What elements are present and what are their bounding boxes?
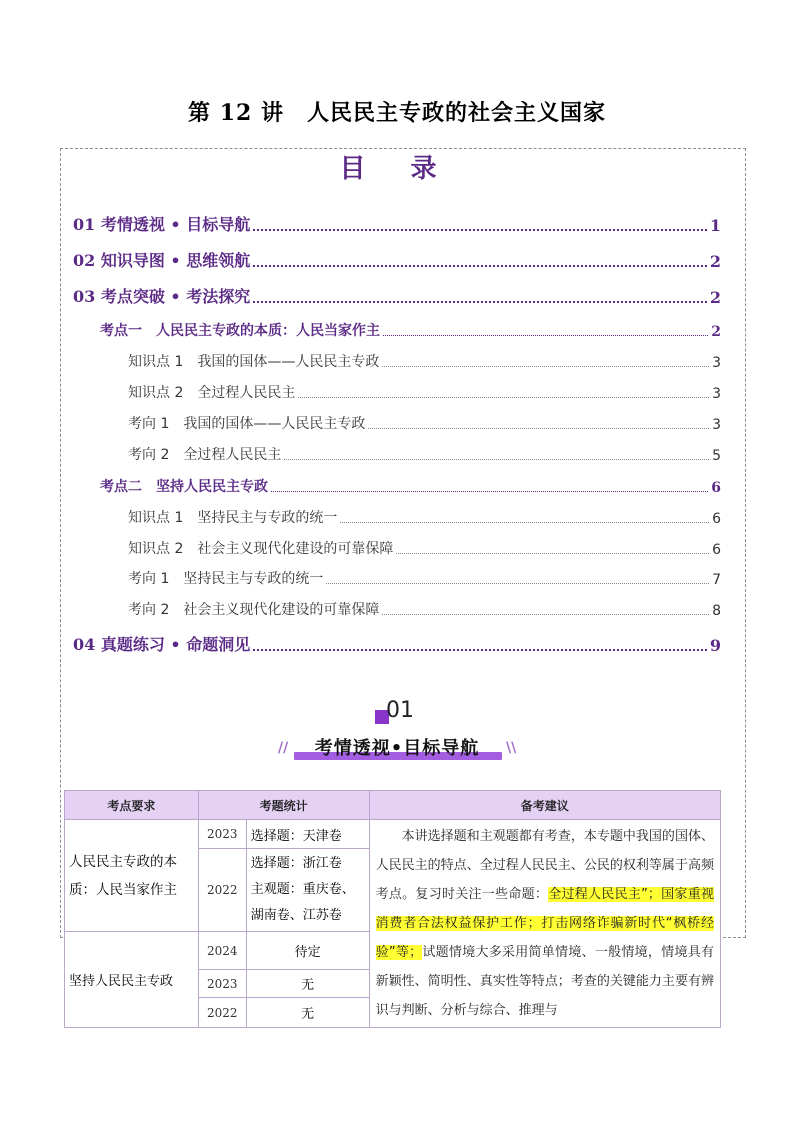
table-header-cell: 考点要求: [65, 791, 199, 820]
toc-entry-label: 知识点 1 我国的国体——人民民主专政: [128, 354, 380, 370]
toc-page-number: 3: [712, 355, 721, 371]
toc-entry[interactable]: [128, 413, 721, 433]
toc-entry[interactable]: [128, 568, 721, 588]
section-title: 考情透视•目标导航: [314, 738, 480, 759]
toc-entry-label: 考向 1 坚持民主与专政的统一: [128, 571, 324, 587]
toc-entry-label: 考向 2 社会主义现代化建设的可靠保障: [128, 602, 380, 618]
toc-leader: [326, 583, 709, 584]
toc-entry[interactable]: [128, 538, 721, 558]
year-cell: 2023: [198, 820, 246, 849]
toc-entry[interactable]: [73, 284, 721, 307]
toc-entry[interactable]: [128, 599, 721, 619]
toc-heading: 目 录: [339, 154, 455, 184]
section-number: 01: [386, 698, 414, 723]
exam-analysis-table: [64, 790, 721, 1028]
toc-page-number: 7: [712, 572, 721, 588]
toc-entry[interactable]: [73, 248, 721, 271]
toc-leader: [253, 301, 707, 303]
toc-page-number: 5: [712, 448, 721, 464]
toc-entry-label: 03 考点突破 • 考法探究: [73, 287, 251, 306]
toc-entry[interactable]: [73, 212, 721, 235]
toc-leader: [253, 649, 707, 651]
topic-cell: 坚持人民民主专政: [65, 932, 199, 1028]
toc-leader: [382, 366, 709, 367]
right-slash-decoration: \\: [506, 740, 517, 756]
advice-text: 试题情境大多采用简单情境、一般情境，情境具有新颖性、简明性、真实性等特点；考查的关键能力主要有辨识与判断、分析与综合、推理与: [375, 945, 714, 1018]
toc-leader: [396, 553, 709, 554]
stat-cell: 无: [246, 998, 369, 1028]
toc-entry[interactable]: [128, 507, 721, 527]
toc-leader: [271, 491, 708, 492]
toc-entry[interactable]: [128, 382, 721, 402]
toc-entry-label: 考向 2 全过程人民民主: [128, 447, 282, 463]
table-row: [65, 820, 721, 849]
toc-leader: [253, 265, 707, 267]
toc-page-number: 8: [712, 603, 721, 619]
year-cell: 2024: [198, 932, 246, 970]
toc-leader: [284, 459, 709, 460]
toc-entry-label: 考点二 坚持人民民主专政: [100, 479, 268, 495]
toc-page-number: 6: [712, 542, 721, 558]
year-cell: 2023: [198, 970, 246, 998]
stat-cell: 无: [246, 970, 369, 998]
toc-leader: [298, 397, 709, 398]
advice-text: 本讲选择题和主观题都有考查，本专题中我国的国体、人民民主的特点、全过程人民民主、公民的权利等属于高频考点。复习时关注一些命题：: [375, 829, 714, 902]
toc-page-number: 6: [711, 480, 721, 496]
table-header-row: [65, 791, 721, 820]
toc-page-number: 9: [709, 636, 721, 655]
toc-leader: [383, 335, 708, 336]
table-header-cell: 考题统计: [198, 791, 369, 820]
stat-cell: 选择题：天津卷: [246, 820, 369, 849]
toc-page-number: 3: [712, 417, 721, 433]
toc-entry-label: 知识点 2 全过程人民民主: [128, 385, 296, 401]
toc-leader: [382, 614, 709, 615]
toc-entry[interactable]: [100, 320, 721, 340]
toc-page-number: 3: [712, 386, 721, 402]
toc-entry-label: 知识点 2 社会主义现代化建设的可靠保障: [128, 541, 394, 557]
toc-entry-label: 知识点 1 坚持民主与专政的统一: [128, 510, 338, 526]
table-header-cell: 备考建议: [369, 791, 720, 820]
toc-page-number: 2: [711, 324, 721, 340]
stat-cell: 待定: [246, 932, 369, 970]
toc-page-number: 2: [709, 288, 721, 307]
toc-entry[interactable]: [73, 632, 721, 655]
year-cell: 2022: [198, 998, 246, 1028]
advice-cell: [369, 820, 720, 1028]
topic-cell: 人民民主专政的本质：人民当家作主: [65, 820, 199, 932]
advice-highlight: 全过程人民民主”；国家重视消费者合法权益保护工作；打击网络诈骗新时代“枫桥经验”等；: [375, 887, 714, 960]
toc-entry-label: 02 知识导图 • 思维领航: [73, 251, 251, 270]
toc-entry[interactable]: [100, 476, 721, 496]
document-title: 第 12 讲 人民民主专政的社会主义国家: [188, 100, 606, 126]
year-cell: 2022: [198, 849, 246, 932]
toc-entry-label: 04 真题练习 • 命题洞见: [73, 635, 251, 654]
toc-entry-label: 01 考情透视 • 目标导航: [73, 215, 251, 234]
toc-entry-label: 考向 1 我国的国体——人民民主专政: [128, 416, 366, 432]
toc-entry[interactable]: [128, 351, 721, 371]
toc-entry[interactable]: [128, 444, 721, 464]
toc-leader: [253, 229, 707, 231]
toc-page-number: 2: [709, 252, 721, 271]
toc-page-number: 6: [712, 511, 721, 527]
left-slash-decoration: //: [278, 740, 289, 756]
toc-leader: [368, 428, 709, 429]
toc-leader: [340, 522, 709, 523]
toc-entry-label: 考点一 人民民主专政的本质：人民当家作主: [100, 323, 380, 339]
stat-cell: 选择题：浙江卷 主观题：重庆卷、湖南卷、江苏卷: [246, 849, 369, 932]
toc-page-number: 1: [709, 216, 721, 235]
